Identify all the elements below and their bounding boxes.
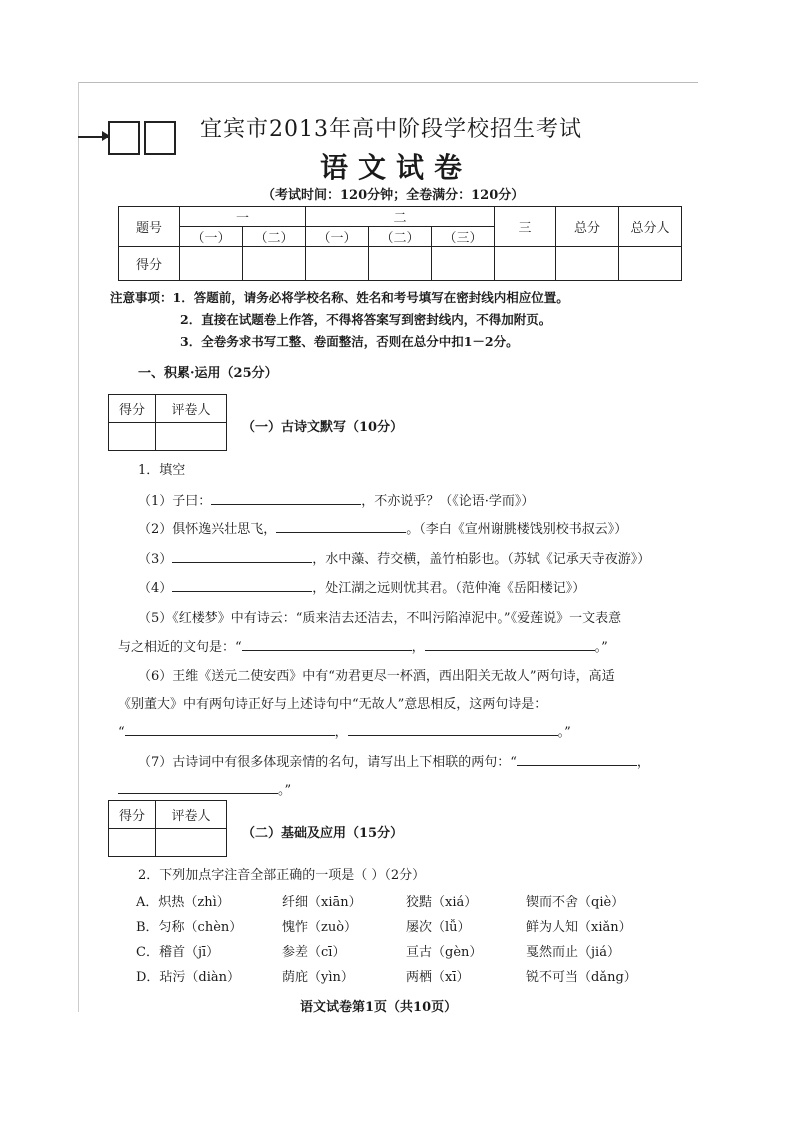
q1-5-blank-1[interactable] [242, 638, 412, 651]
q1-7-pre: （7）古诗词中有很多体现亲情的名句，请写出上下相联的两句：“ [138, 755, 517, 770]
cell-part2: 二 [306, 207, 495, 227]
notes-item-2: 2．直接在试题卷上作答，不得将答案写到密封线内，不得加附页。 [180, 312, 552, 327]
paper-title: 语文试卷 [320, 151, 473, 184]
score-input-6[interactable] [495, 247, 556, 281]
cell-sub2: （二） [243, 227, 306, 247]
grader2-reviewer-label: 评卷人 [156, 801, 227, 829]
cell-tihao: 题号 [119, 207, 180, 247]
notes-item-3: 3．全卷务求书写工整、卷面整洁，否则在总分中扣1－2分。 [180, 334, 519, 349]
score-input-total[interactable] [556, 247, 619, 281]
option-c-3: 亘古（gèn） [406, 945, 483, 960]
option-d-2: 荫庇（yìn） [282, 970, 354, 985]
q1-7-blank-1[interactable] [517, 753, 637, 766]
q1-1 [138, 490, 534, 509]
q1-5-line2 [118, 636, 608, 655]
exam-info: （考试时间：120分钟；全卷满分：120分） [262, 188, 525, 203]
q2-stem: 2．下列加点字注音全部正确的一项是（ ）（2分） [138, 868, 426, 883]
q1-3-post: ，水中藻、荇交横，盖竹柏影也。（苏轼《记承天寺夜游》） [312, 552, 651, 567]
q1-4 [138, 577, 585, 596]
q1-5-pre: 与之相近的文句是：“ [118, 640, 242, 655]
q1-3-pre: （3） [138, 552, 173, 567]
option-c-1[interactable]: C．稽首（jī） [136, 945, 220, 960]
q1-2-pre: （2）俱怀逸兴壮思飞， [138, 522, 277, 537]
q1-6-line1: （6）王维《送元二使安西》中有“劝君更尽一杯酒，西出阳关无故人”两句诗，高适 [138, 669, 615, 684]
score-input-4[interactable] [369, 247, 432, 281]
score-input-1[interactable] [180, 247, 243, 281]
grader-reviewer-input[interactable] [156, 423, 227, 451]
q1-label: 1．填空 [138, 463, 186, 478]
cell-defen: 得分 [119, 247, 180, 281]
option-a-4: 锲而不舍（qiè） [526, 895, 625, 910]
section-1-title: 一、积累·运用（25分） [138, 366, 278, 381]
q1-3 [138, 548, 650, 567]
option-a-1[interactable]: A．炽热（zhì） [136, 895, 230, 910]
q1-2-blank[interactable] [276, 520, 406, 533]
option-c-2: 参差（cī） [282, 945, 346, 960]
option-d-1[interactable]: D．玷污（diàn） [136, 970, 241, 985]
q1-6-blank-1[interactable] [125, 723, 335, 736]
q1-5-end: 。” [594, 640, 608, 655]
page-footer: 语文试卷第1页（共10页） [300, 1000, 458, 1015]
score-input-3[interactable] [306, 247, 369, 281]
notes-line-1 [110, 288, 569, 306]
q1-4-blank[interactable] [172, 579, 312, 592]
q1-6-end: 。” [557, 725, 571, 740]
grader-reviewer-label: 评卷人 [156, 395, 227, 423]
cell-sub3: （一） [306, 227, 369, 247]
q1-7-comma: ， [636, 755, 650, 770]
seat-box-2[interactable] [144, 121, 176, 155]
grader-box-1 [108, 394, 227, 451]
q1-6-line3 [118, 721, 571, 740]
q1-4-post: ，处江湖之远则忧其君。（范仲淹《岳阳楼记》） [312, 581, 586, 596]
q1-5-comma: ， [411, 640, 425, 655]
q1-2 [138, 518, 627, 537]
scan-border-top [78, 82, 698, 83]
notes-item-1: 1．答题前，请务必将学校名称、姓名和考号填写在密封线内相应位置。 [172, 290, 569, 305]
q1-2-post: 。（李白《宣州谢朓楼饯别校书叔云》） [406, 522, 628, 537]
option-b-1[interactable]: B．匀称（chèn） [136, 920, 243, 935]
q1-1-post: ，不亦说乎？（《论语·学而》） [361, 494, 535, 509]
q1-1-pre: （1）子曰： [138, 494, 212, 509]
q1-5-line1: （5）《红楼梦》中有诗云：“质来洁去还洁去，不叫污陷淖泥中。”《爱莲说》一文表意 [138, 611, 622, 626]
score-input-person[interactable] [619, 247, 682, 281]
grader2-reviewer-input[interactable] [156, 829, 227, 857]
option-b-2: 愧怍（zuò） [282, 920, 358, 935]
cell-total-person: 总分人 [619, 207, 682, 247]
notes-label: 注意事项： [110, 290, 173, 305]
grader-score-input[interactable] [109, 423, 156, 451]
part-b-title: （二）基础及应用（15分） [242, 826, 404, 841]
option-b-4: 鲜为人知（xiǎn） [526, 920, 632, 935]
cell-sub4: （二） [369, 227, 432, 247]
grader-box-2 [108, 800, 227, 857]
q1-7-end: 。” [278, 783, 292, 798]
q1-6-line2: 《别董大》中有两句诗正好与上述诗句中“无故人”意思相反，这两句诗是： [118, 697, 548, 712]
q1-7-line2 [118, 779, 291, 798]
q1-6-pre: “ [118, 725, 125, 740]
cell-part3: 三 [495, 207, 556, 247]
scan-border-left [78, 82, 79, 1012]
score-input-5[interactable] [432, 247, 495, 281]
seat-box-1[interactable] [108, 121, 140, 155]
cell-part1: 一 [180, 207, 306, 227]
q1-7-line1 [138, 751, 650, 770]
score-table [118, 206, 682, 281]
cell-total: 总分 [556, 207, 619, 247]
q1-7-blank-2[interactable] [118, 781, 278, 794]
grader2-score-label: 得分 [109, 801, 156, 829]
q1-1-blank[interactable] [211, 492, 361, 505]
q1-4-pre: （4） [138, 581, 173, 596]
option-c-4: 戛然而止（jiá） [526, 945, 620, 960]
q1-5-blank-2[interactable] [425, 638, 595, 651]
exam-title: 宜宾市2013年高中阶段学校招生考试 [200, 117, 582, 142]
option-d-3: 两栖（xī） [406, 970, 470, 985]
option-d-4: 锐不可当（dǎng） [526, 970, 637, 985]
grader-score-label: 得分 [109, 395, 156, 423]
grader2-score-input[interactable] [109, 829, 156, 857]
part-a-title: （一）古诗文默写（10分） [242, 420, 404, 435]
option-b-3: 屡次（lǚ） [406, 920, 471, 935]
option-a-2: 纤细（xiān） [282, 895, 362, 910]
q1-6-blank-2[interactable] [348, 723, 558, 736]
q1-6-comma: ， [334, 725, 348, 740]
option-a-3: 狡黠（xiá） [406, 895, 478, 910]
score-input-2[interactable] [243, 247, 306, 281]
cell-sub5: （三） [432, 227, 495, 247]
q1-3-blank[interactable] [172, 550, 312, 563]
cell-sub1: （一） [180, 227, 243, 247]
